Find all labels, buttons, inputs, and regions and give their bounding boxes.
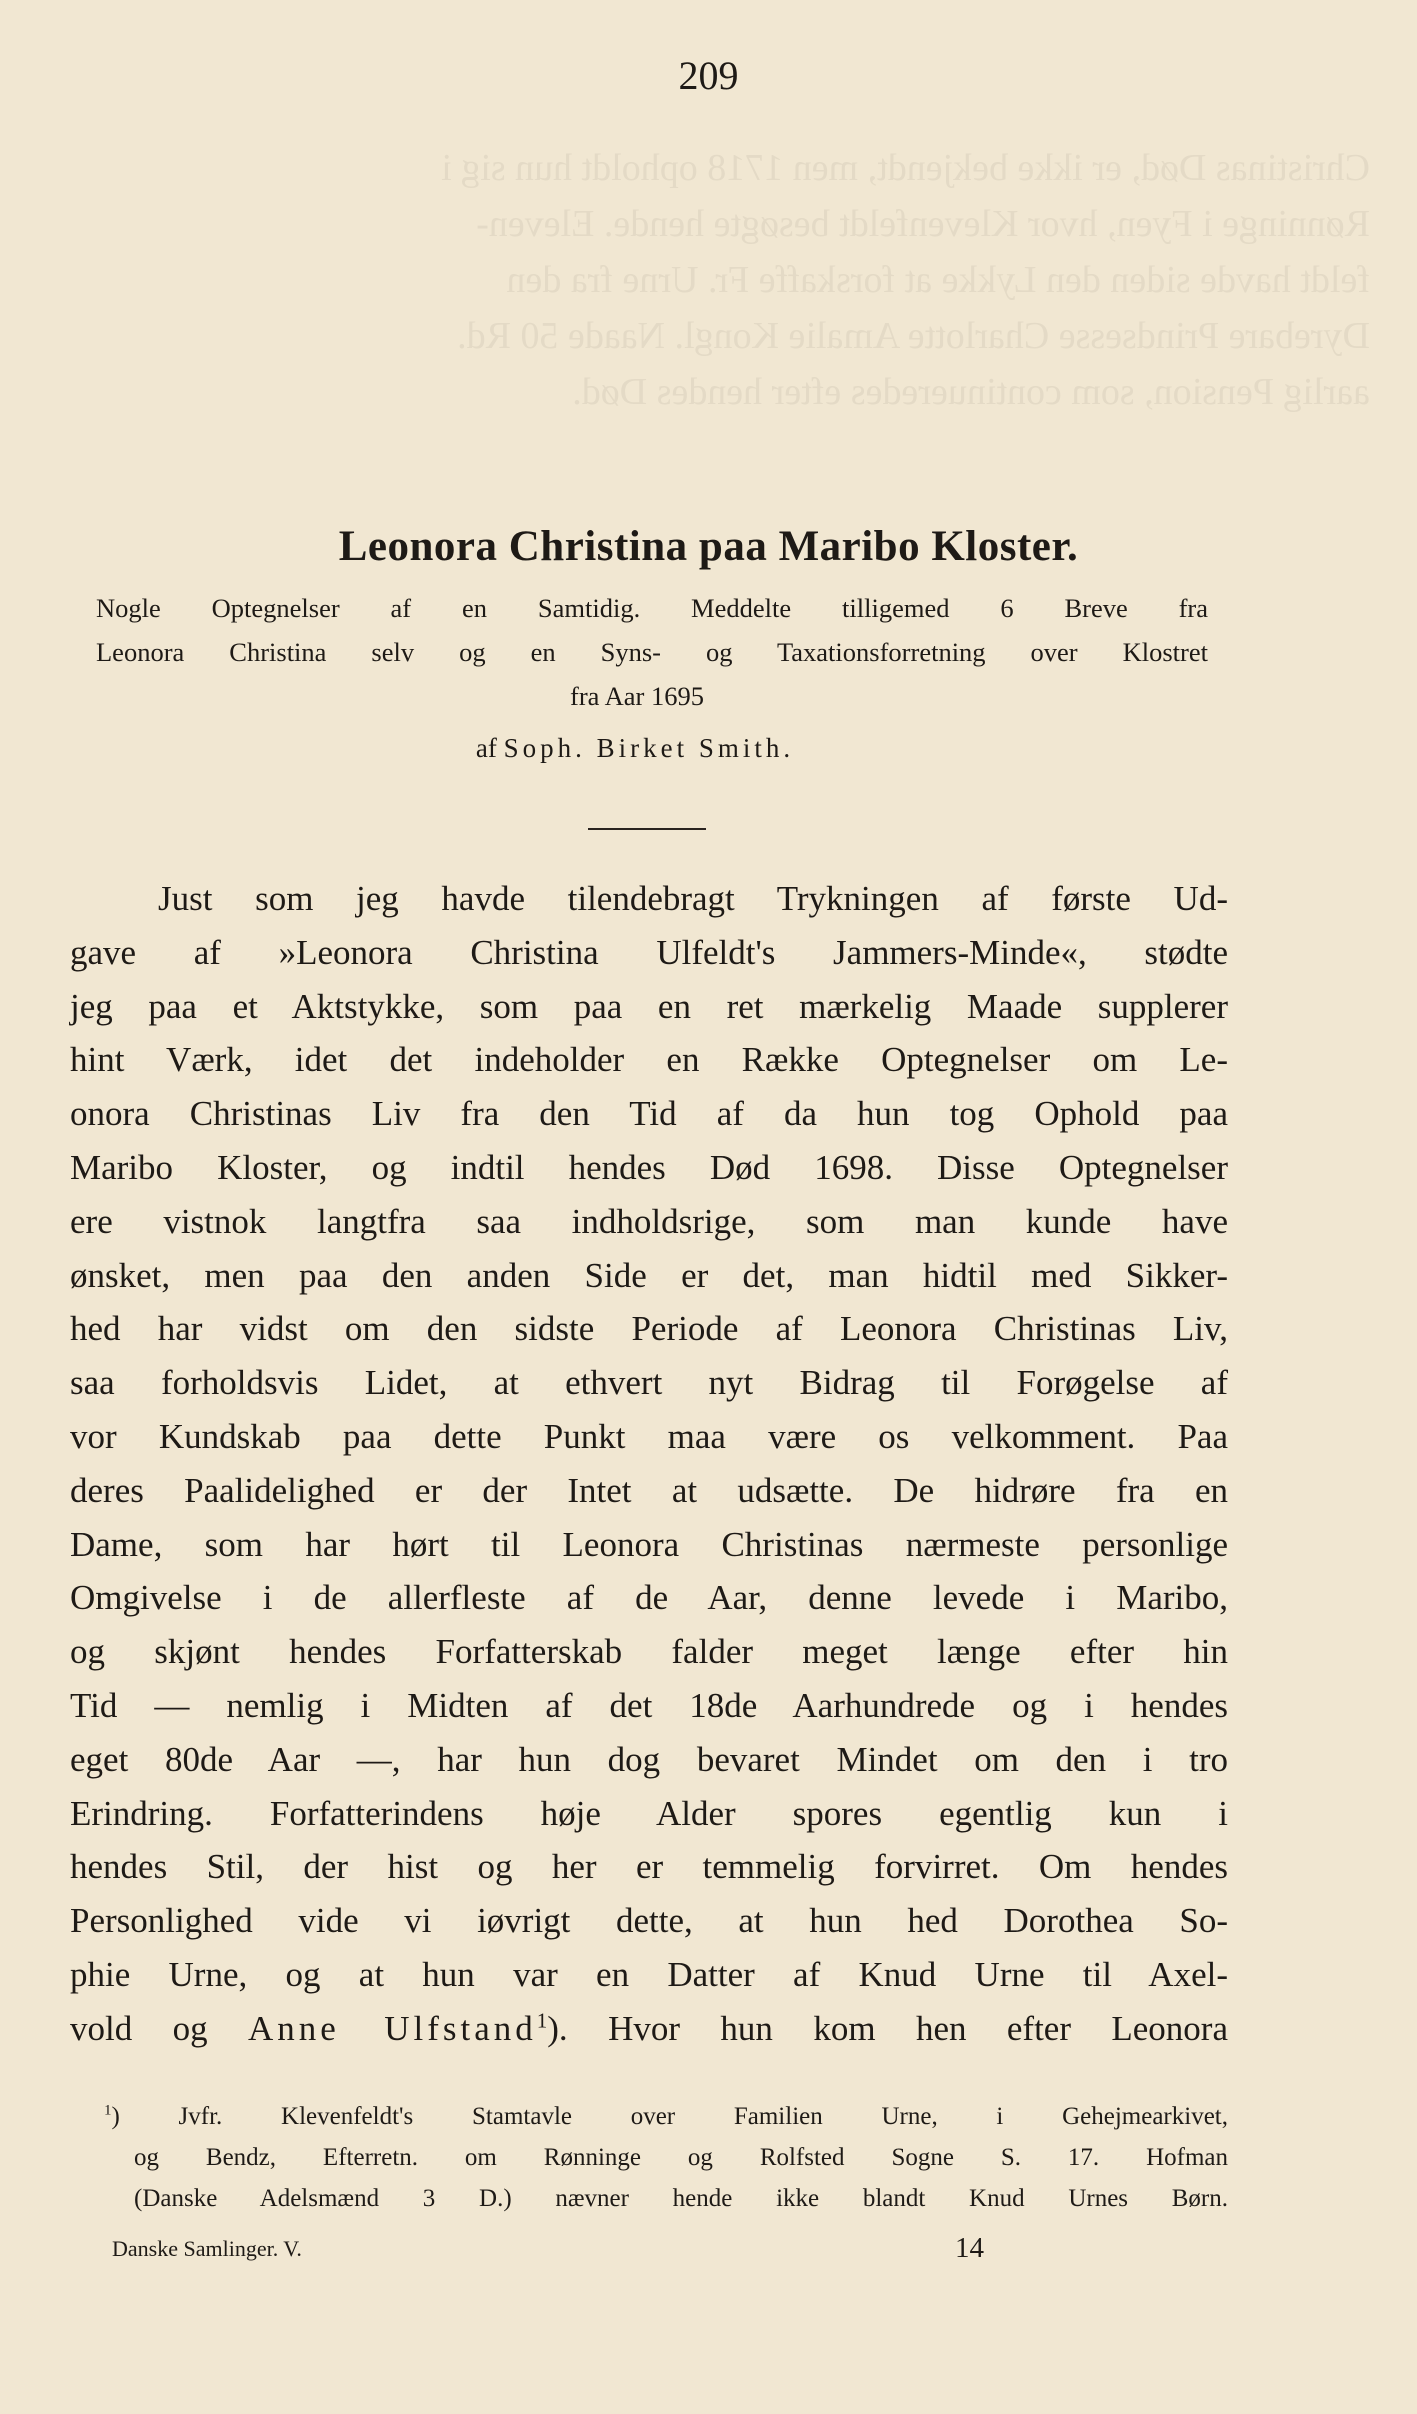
body-line: saa forholdsvis Lidet, at ethvert nyt Bidrag til Forøgelse af [70,1363,1228,1403]
body-line-last [70,2002,1228,2056]
body-line: deres Paalidelighed er der Intet at udsætte. De hidrøre fra en [70,1470,1228,1510]
printer-signature: Danske Samlinger. V. [112,2236,302,2261]
subtitle-line: fra Aar 1695 [570,681,704,711]
body-line: phie Urne, og at hun var en Datter af Knud Urne til Axel- [70,1954,1228,1994]
body-line: gave af »Leonora Christina Ulfeldt's Jammers-Minde«, stødte [70,932,1228,972]
subtitle-line: Leonora Christina selv og en Syns- og Taxationsforretning over Klostret [96,637,1208,667]
footnote-line [104,2096,1228,2137]
footnote-ref: 1 [536,2008,548,2033]
body-line: hed har vidst om den sidste Periode af Leonora Christinas Liv, [70,1309,1228,1349]
footnotes [104,2096,1228,2219]
footnote-line: (Danske Adelsmænd 3 D.) nævner hende ikke blandt Knud Urnes Børn. [134,2185,1228,2212]
body-line: Tid — nemlig i Midten af det 18de Aarhundrede og i hendes [70,1685,1228,1725]
body-line: hendes Stil, der hist og her er temmelig forvirret. Om hendes [70,1847,1228,1887]
author-prefix: af [475,733,497,763]
body-line: Erindring. Forfatterindens høje Alder spores egentlig kun i [70,1793,1228,1833]
body-text [70,872,1228,2056]
body-line: onora Christinas Liv fra den Tid af da hun tog Ophold paa [70,1094,1228,1134]
body-line: Dame, som har hørt til Leonora Christinas nærmeste personlige [70,1524,1228,1564]
body-line: hint Værk, idet det indeholder en Række Optegnelser om Le- [70,1040,1228,1080]
section-divider [588,828,706,830]
anne-ulfstand-name: Anne Ulfstand [248,2008,537,2048]
article-title: Leonora Christina paa Maribo Kloster. [338,523,1079,570]
footnote-marker: 1 [104,2102,112,2119]
last-line-end: ). Hvor hun kom hen efter Leonora [547,2008,1228,2048]
author-name: Soph. Birket Smith. [503,733,795,763]
footnote-text: ) Jvfr. Klevenfeldt's Stamtavle over Familien Urne, i Gehejmearkivet, [111,2103,1228,2130]
body-line: eget 80de Aar —, har hun dog bevaret Mindet om den i tro [70,1739,1228,1779]
body-line: Maribo Kloster, og indtil hendes Død 1698. Disse Optegnelser [70,1147,1228,1187]
body-line: ønsket, men paa den anden Side er det, man hidtil med Sikker- [70,1255,1228,1295]
body-line: Omgivelse i de allerfleste af de Aar, denne levede i Maribo, [70,1578,1228,1618]
author-line [0,733,1270,764]
body-line: jeg paa et Aktstykke, som paa en ret mærkelig Maade supplerer [70,986,1228,1026]
subtitle-line: Nogle Optegnelser af en Samtidig. Meddelte tilligemed 6 Breve fra [96,593,1208,623]
body-line: ere vistnok langtfra saa indholdsrige, som man kunde have [70,1201,1228,1241]
article-subtitle [96,586,1208,718]
footnote-line: og Bendz, Efterretn. om Rønninge og Rolfsted Sogne S. 17. Hofman [134,2144,1228,2171]
body-line: og skjønt hendes Forfatterskab falder meget længe efter hin [70,1632,1228,1672]
show-through-text: Christinas Død, er ikke bekjendt, men 1718 opholdt hun sig i Rønninge i Fyen, hvor Klevenfeldt besøgte hende. Eleven- feldt havde siden den Lykke at forskaffe Fr. Urne fra den Dyrebare Prindsesse Charlotte Amalie Kongl. Naade 50 Rd. aarlig Pension, som continueredes efter hendes Død. [441,147,1370,413]
body-line: Personlighed vide vi iøvrigt dette, at hun hed Dorothea So- [70,1901,1228,1941]
last-line-start: vold og [70,2008,249,2048]
body-line: vor Kundskab paa dette Punkt maa være os velkomment. Paa [70,1416,1228,1456]
page-number: 209 [678,53,739,98]
body-line: Just som jeg havde tilendebragt Trykningen af første Ud- [158,879,1228,918]
sheet-number: 14 [955,2232,984,2264]
